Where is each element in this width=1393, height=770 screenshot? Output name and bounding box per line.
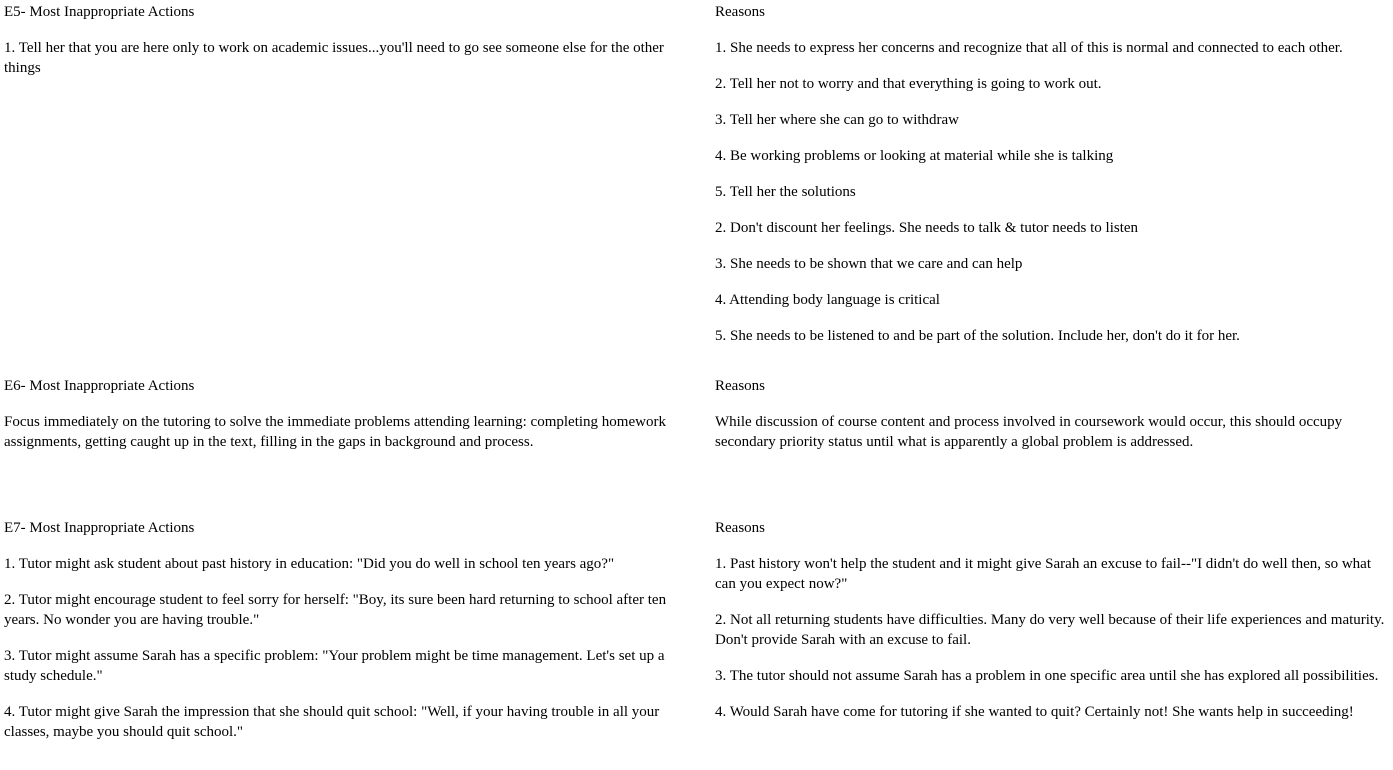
reasons-list xyxy=(715,38,1391,346)
reason-item: 4. Would Sarah have come for tutoring if she wanted to quit? Certainly not! She wants help in succeeding! xyxy=(715,704,1354,720)
actions-list xyxy=(4,554,684,742)
action-item: 1. Tell her that you are here only to work on academic issues...you'll need to go see someone else for the other things xyxy=(4,40,664,76)
action-item: 1. Tutor might ask student about past history in education: "Did you do well in school ten years ago?" xyxy=(4,556,615,572)
actions-column xyxy=(4,518,684,742)
actions-heading: E6- Most Inappropriate Actions xyxy=(4,378,195,394)
reason-item: While discussion of course content and process involved in coursework would occur, this should occupy secondary priority status until what is apparently a global problem is addressed. xyxy=(715,414,1343,450)
actions-heading: E7- Most Inappropriate Actions xyxy=(4,520,195,536)
action-item: 2. Tutor might encourage student to feel sorry for herself: "Boy, its sure been hard returning to school after ten years. No wonder you are having trouble." xyxy=(4,592,667,628)
actions-list xyxy=(4,38,684,78)
reason-item: 5. She needs to be listened to and be part of the solution. Include her, don't do it for her. xyxy=(715,328,1240,344)
reason-item: 2. Don't discount her feelings. She needs to talk & tutor needs to listen xyxy=(715,220,1139,236)
action-item: 3. Tutor might assume Sarah has a specific problem: "Your problem might be time management. Let's set up a study schedule." xyxy=(4,648,665,684)
reasons-column xyxy=(715,518,1391,722)
reasons-column xyxy=(715,376,1391,452)
action-item: 4. Tutor might give Sarah the impression that she should quit school: "Well, if your having trouble in all your classes, maybe you should quit school." xyxy=(4,704,660,740)
reasons-column xyxy=(715,2,1391,346)
reason-item: 3. Tell her where she can go to withdraw xyxy=(715,112,960,128)
reasons-heading: Reasons xyxy=(715,378,765,394)
actions-column xyxy=(4,2,684,78)
reasons-list xyxy=(715,412,1391,452)
reason-item: 4. Attending body language is critical xyxy=(715,292,940,308)
actions-list xyxy=(4,412,684,452)
reasons-heading: Reasons xyxy=(715,520,765,536)
reason-item: 3. The tutor should not assume Sarah has a problem in one specific area until she has explored all possibilities. xyxy=(715,668,1379,684)
reasons-list xyxy=(715,554,1391,722)
reason-item: 1. She needs to express her concerns and recognize that all of this is normal and connected to each other. xyxy=(715,40,1343,56)
reason-item: 2. Not all returning students have difficulties. Many do very well because of their life experiences and maturity. Don't provide Sarah with an excuse to fail. xyxy=(715,612,1385,648)
actions-heading: E5- Most Inappropriate Actions xyxy=(4,4,195,20)
action-item: Focus immediately on the tutoring to solve the immediate problems attending learning: completing homework assignments, getting caught up in the text, filling in the gaps in background and process. xyxy=(4,414,666,450)
reason-item: 3. She needs to be shown that we care and can help xyxy=(715,256,1023,272)
actions-column xyxy=(4,376,684,452)
reasons-heading: Reasons xyxy=(715,4,765,20)
reason-item: 2. Tell her not to worry and that everything is going to work out. xyxy=(715,76,1102,92)
reason-item: 1. Past history won't help the student and it might give Sarah an excuse to fail--"I didn't do well then, so what can you expect now?" xyxy=(715,556,1371,592)
reason-item: 5. Tell her the solutions xyxy=(715,184,856,200)
reason-item: 4. Be working problems or looking at material while she is talking xyxy=(715,148,1114,164)
